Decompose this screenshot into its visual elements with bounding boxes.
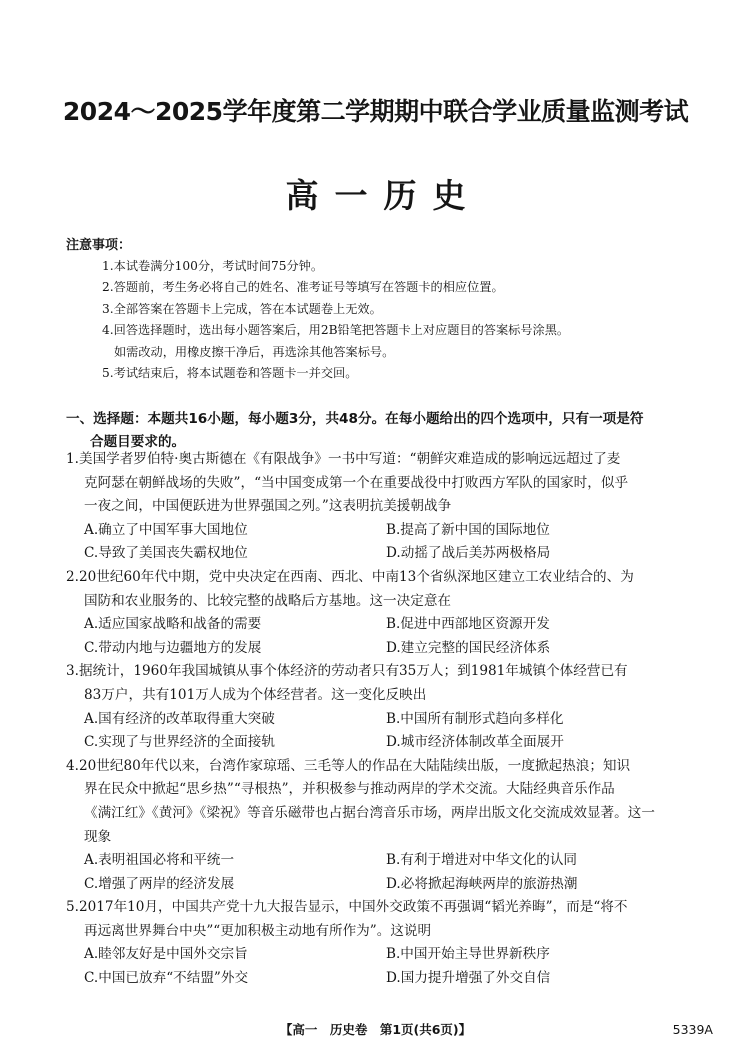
option-row [66, 708, 696, 732]
option-b: B.提高了新中国的国际地位 [386, 521, 550, 538]
option-row [66, 943, 696, 967]
option-a: A.睦邻友好是中国外交宗旨 [84, 946, 248, 963]
option-d: D.建立完整的国民经济体系 [386, 639, 551, 656]
option-row [66, 519, 696, 543]
option-row [66, 613, 696, 637]
question-3 [66, 660, 696, 754]
page-footer [0, 1020, 751, 1040]
question-stem-line: 83万户，共有101万人成为个体经营者。这一变化反映出 [84, 686, 427, 703]
question-stem-line: 《满江红》《黄河》《梁祝》等音乐磁带也占据台湾音乐市场，两岸出版文化交流成效显著。这一 [84, 804, 655, 821]
option-row [66, 542, 696, 566]
option-d: D.动摇了战后美苏两极格局 [386, 545, 551, 562]
notice-block [66, 236, 706, 384]
question-stem-line: 4.20世纪80年代以来，台湾作家琼瑶、三毛等人的作品在大陆陆续出版，一度掀起热浪；知识 [66, 757, 631, 774]
option-row [66, 967, 696, 991]
question-stem-line: 现象 [84, 828, 112, 845]
option-b: B.促进中西部地区资源开发 [386, 616, 550, 633]
option-c: C.增强了两岸的经济发展 [84, 875, 235, 892]
question-stem-line: 2.20世纪60年代中期，党中央决定在西南、西北、中南13个省纵深地区建立工农业结合的、为 [66, 568, 634, 585]
notice-item: 4.回答选择题时，选出每小题答案后，用2B铅笔把答题卡上对应题目的答案标号涂黑。 [102, 323, 570, 338]
question-1 [66, 448, 696, 566]
notice-item: 5.考试结束后，将本试题卷和答题卡一并交回。 [102, 365, 358, 380]
exam-title: 2024～2025学年度第二学期期中联合学业质量监测考试 [62, 97, 689, 126]
notice-heading: 注意事项： [66, 238, 132, 253]
question-stem-line: 克阿瑟在朝鲜战场的失败”，“当中国变成第一个在重要战役中打败西方军队的国家时，似乎 [84, 474, 629, 491]
option-b: B.有利于增进对中华文化的认同 [386, 852, 578, 869]
section-heading-line: 一、选择题：本题共16小题，每小题3分，共48分。在每小题给出的四个选项中，只有一项是符 [66, 411, 644, 427]
notice-item: 2.答题前，考生务必将自己的姓名、准考证号等填写在答题卡的相应位置。 [102, 280, 504, 295]
option-c: C.导致了美国丧失霸权地位 [84, 545, 248, 562]
option-c: C.中国已放弃“不结盟”外交 [84, 970, 249, 987]
subject-title: 高一历史 [285, 176, 482, 215]
question-stem-line: 1.美国学者罗伯特·奥古斯德在《有限战争》一书中写道：“朝鲜灾难造成的影响远远超过了麦 [66, 451, 621, 467]
option-d: D.城市经济体制改革全面展开 [386, 734, 564, 751]
question-stem-line: 5.2017年10月，中国共产党十九大报告显示，中国外交政策不再强调“韬光养晦”，而是“将不 [66, 899, 628, 916]
question-stem-line: 3.据统计，1960年我国城镇从事个体经济的劳动者只有35万人；到1981年城镇个体经营已有 [66, 663, 628, 680]
exam-code: 5339A [672, 1022, 713, 1037]
option-row [66, 873, 696, 897]
notice-item-continued: 如需改动，用橡皮擦干净后，再选涂其他答案标号。 [114, 344, 395, 359]
option-c: C.实现了与世界经济的全面接轨 [84, 734, 275, 751]
question-4 [66, 755, 696, 897]
option-b: B.中国开始主导世界新秩序 [386, 946, 550, 963]
option-row [66, 731, 696, 755]
option-a: A.表明祖国必将和平统一 [84, 852, 235, 869]
option-row [66, 637, 696, 661]
option-a: A.适应国家战略和战备的需要 [84, 616, 262, 633]
section-heading-line: 合题目要求的。 [90, 434, 186, 450]
option-a: A.国有经济的改革取得重大突破 [84, 710, 275, 727]
question-list [66, 448, 696, 991]
option-a: A.确立了中国军事大国地位 [84, 521, 248, 538]
question-2 [66, 566, 696, 660]
page-number-label: 【高一 历史卷 第1页(共6页)】 [279, 1022, 472, 1037]
notice-item: 1.本试卷满分100分，考试时间75分钟。 [102, 259, 324, 273]
option-d: D.国力提升增强了外交自信 [386, 970, 551, 987]
option-d: D.必将掀起海峡两岸的旅游热潮 [386, 875, 578, 892]
question-stem-line: 国防和农业服务的、比较完整的战略后方基地。这一决定意在 [84, 592, 452, 609]
option-row [66, 849, 696, 873]
notice-item: 3.全部答案在答题卡上完成，答在本试题卷上无效。 [102, 301, 382, 316]
question-5 [66, 896, 696, 990]
question-stem-line: 界在民众中掀起“思乡热”“寻根热”，并积极参与推动两岸的学术交流。大陆经典音乐作品 [84, 781, 615, 798]
option-b: B.中国所有制形式趋向多样化 [386, 710, 564, 727]
question-stem-line: 一夜之间，中国便跃进为世界强国之列。”这表明抗美援朝战争 [84, 498, 452, 515]
question-stem-line: 再远离世界舞台中央”“更加积极主动地有所作为”。这说明 [84, 922, 432, 939]
option-c: C.带动内地与边疆地方的发展 [84, 639, 262, 656]
